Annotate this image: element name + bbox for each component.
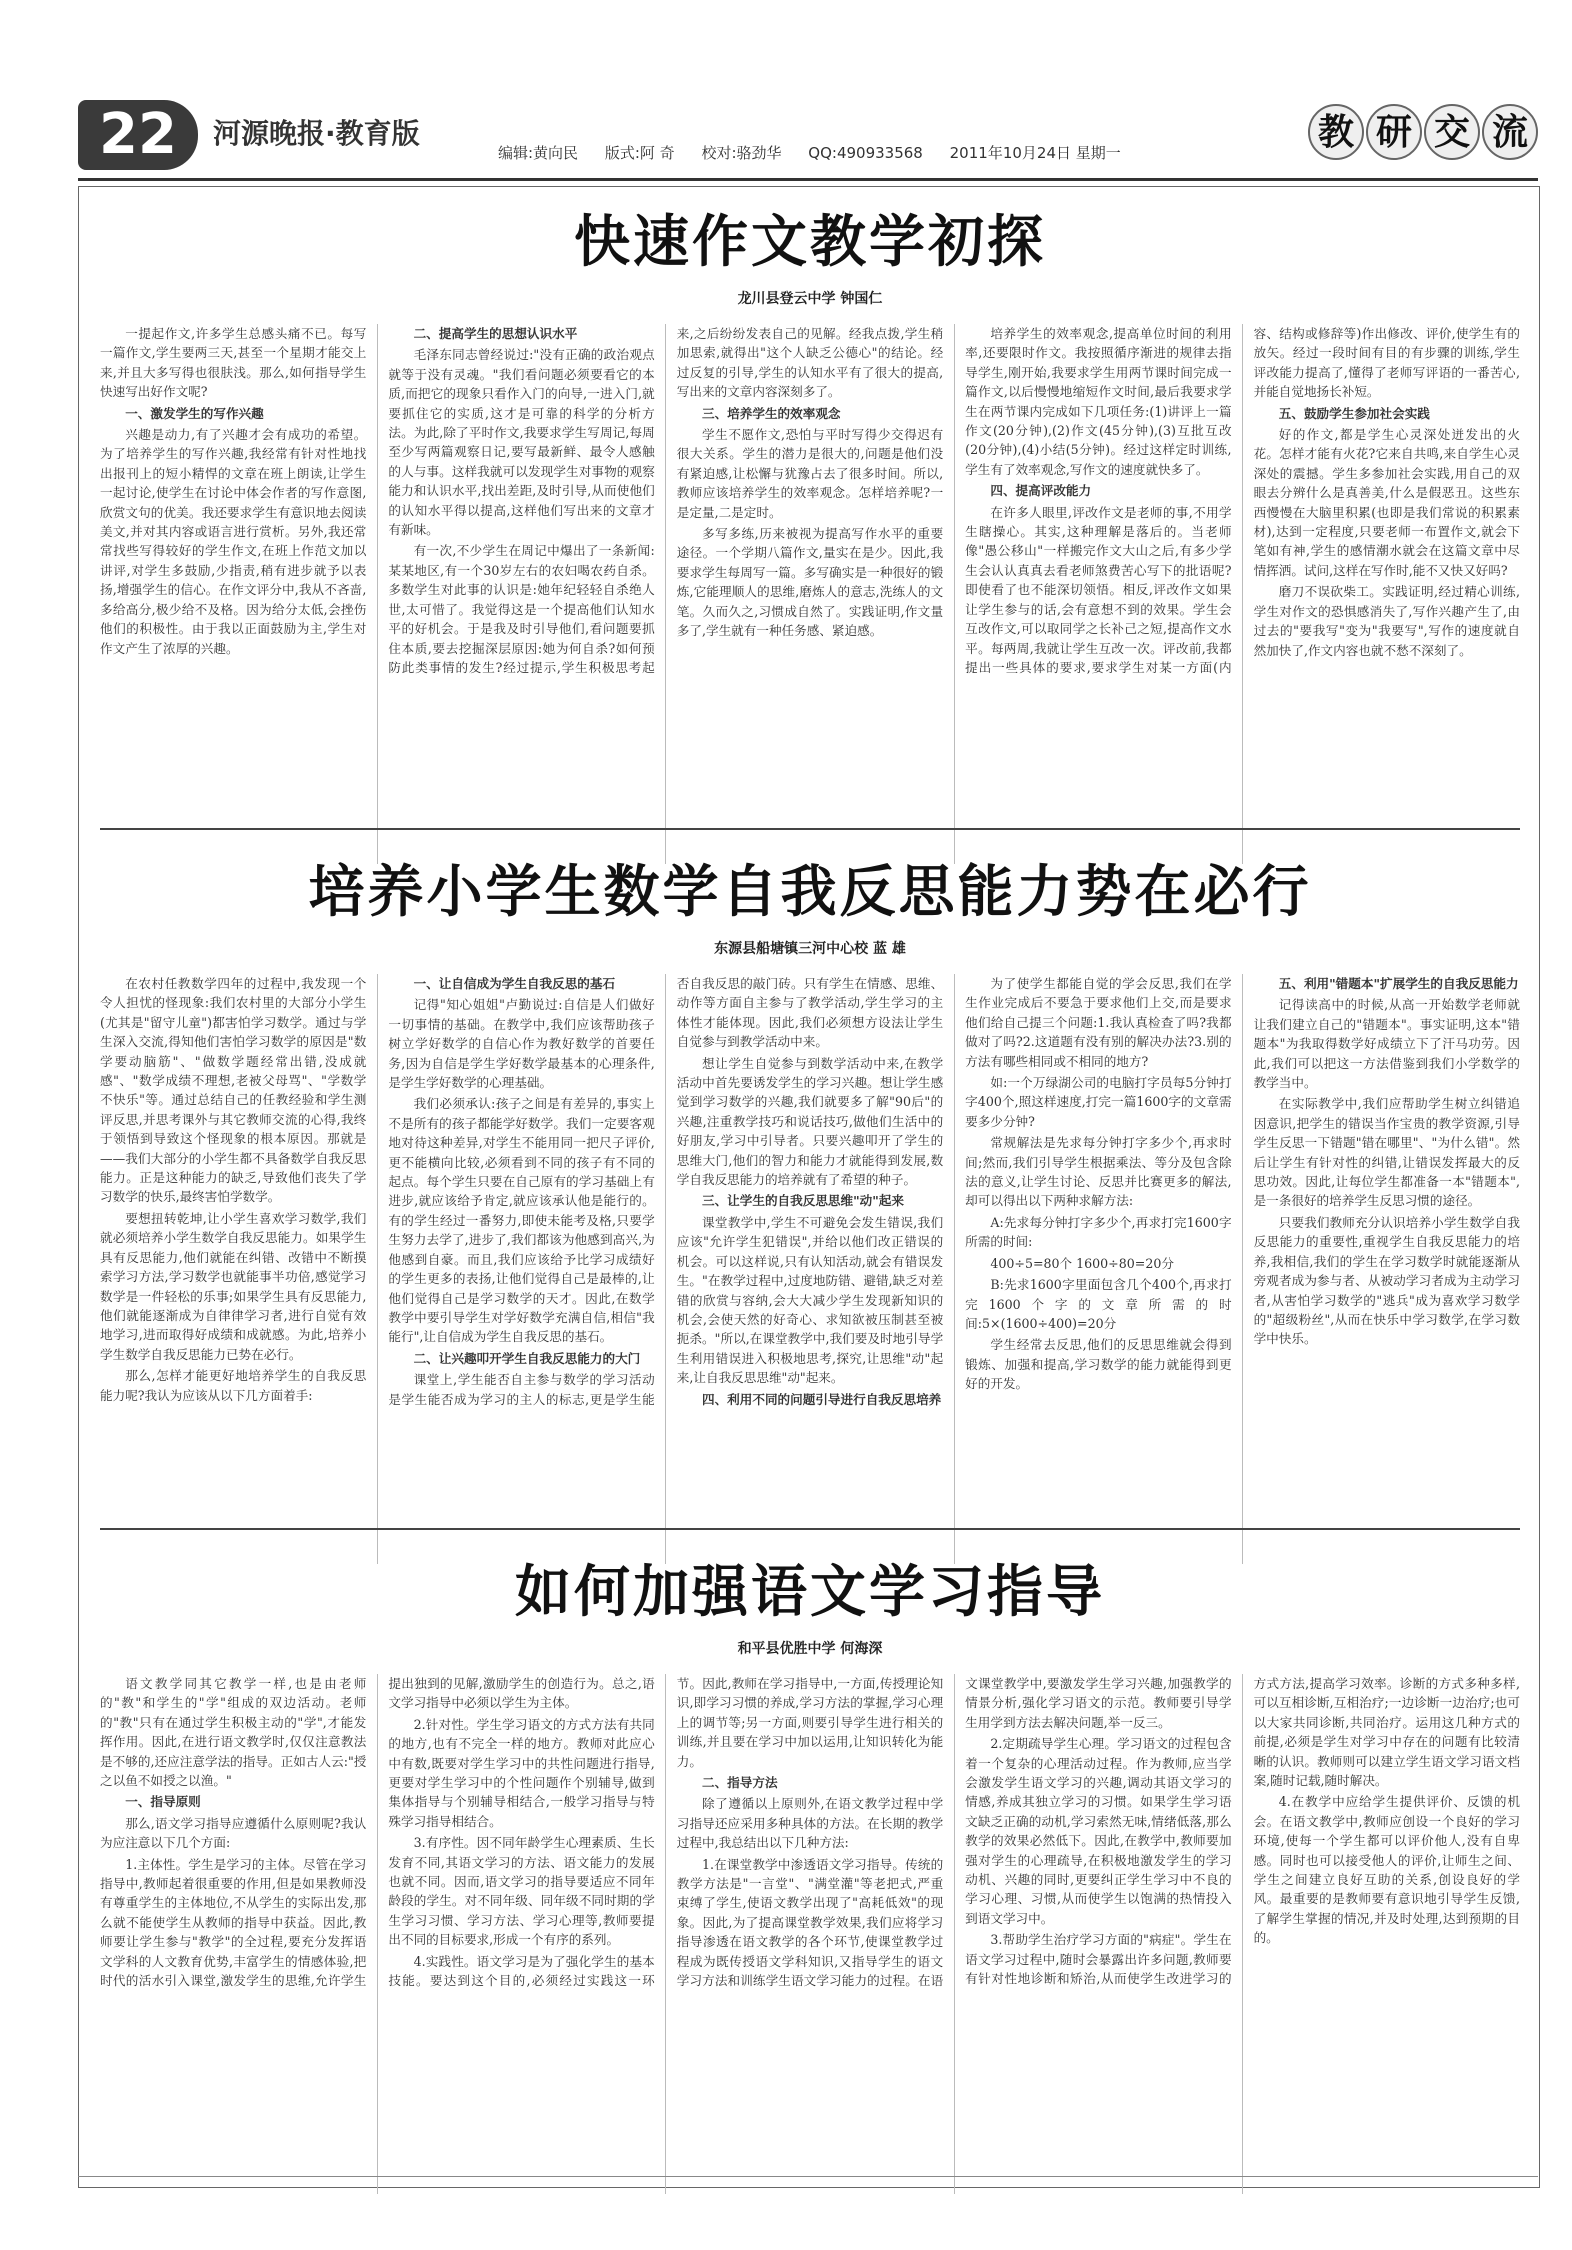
- paragraph: A:先求每分钟打字多少个,再求打完1600字所需的时间:: [965, 1214, 1232, 1250]
- paragraph: 为了使学生都能自觉的学会反思,我们在学生作业完成后不要急于要求他们上交,而是要求他们给自己提三个问题:1.我认真检查了吗?我都做对了吗?2.这道题有没有别的解决办法?3.别的方法有哪些相同或不相同的地方?: [965, 976, 1232, 1069]
- article-byline: 龙川县登云中学 钟国仁: [737, 291, 883, 307]
- footer-rule: [78, 2176, 1538, 2177]
- article-body: [100, 324, 1520, 864]
- section-heading: 一、激发学生的写作兴趣: [125, 405, 264, 421]
- proofreader-credit: 校对:骆劲华: [701, 144, 782, 162]
- section-heading: 四、提高评改能力: [990, 483, 1092, 499]
- paragraph: 只要我们教师充分认识培养小学生数学自我反思能力的重要性,重视学生自我反思能力的培养,我相信,我们的学生在学习数学时就能逐渐从旁观者成为参与者、从被动学习者成为主动学习者,从害怕学习数学的"逃兵"成为喜欢学习数学的"超级粉丝",从而在快乐中学习数学,在学习数学中快乐。: [1253, 1214, 1520, 1347]
- paper-name: 河源晚报·教育版: [213, 117, 420, 150]
- section-char: 交: [1424, 104, 1480, 160]
- paragraph: 4.实践性。语文学习是为了强化学生的基本技能。要达到这个目的,必须经过实践这一环节。因此,教师在学习指导中,一方面,传授理论知识,即学习习惯的养成,学习方法的掌握,学习心理上的调节等;另一方面,则要引导学生进行相关的训练,并且要在学习中加以运用,让知识转化为能力。: [388, 1676, 944, 1989]
- section-heading: 五、鼓励学生参加社会实践: [1278, 405, 1430, 421]
- designer-credit: 版式:阿 奇: [604, 144, 675, 162]
- paragraph: 学生经常去反思,他们的反思思维就会得到锻炼、加强和提高,学习数学的能力就能得到更好的开发。: [965, 1337, 1232, 1392]
- paragraph: 课堂教学中,学生不可避免会发生错误,我们应该"允许学生犯错误",并给以他们改正错误的机会。可以这样说,只有认知活动,就会有错误发生。"在教学过程中,过度地防错、避错,缺乏对差错的欣赏与容纳,会大大减少学生发现新知识的机会,会使天然的好奇心、求知欲被压制甚至被扼杀。"所以,在课堂教学中,我们要及时地引导学生利用错误进入积极地思考,探究,让思维"动"起来,让自我反思思维"动"起来。: [676, 1214, 944, 1386]
- article-byline: 东源县船塘镇三河中心校 蓝 雄: [714, 941, 906, 957]
- section-heading: 一、让自信成为学生自我反思的基石: [413, 976, 616, 991]
- paragraph: 2.针对性。学生学习语文的方式方法有共同的地方,也有不完全一样的地方。教师对此应心中有数,既要对学生学习中的共性问题进行指导,更要对学生学习中的个性问题作个别辅导,做到集体指导与个别辅导相结合,一般学习指导与特殊学习指导相结合。: [388, 1716, 655, 1829]
- paragraph: 学生不愿作文,恐怕与平时写得少交得迟有很大关系。学生的潜力是很大的,问题是他们没有紧迫感,让松懈与犹豫占去了很多时间。所以,教师应该培养学生的效率观念。怎样培养呢?一是定量,二是定时。: [676, 427, 944, 520]
- article-divider: [100, 1528, 1520, 1530]
- paragraph: 毛泽东同志曾经说过:"没有正确的政治观点就等于没有灵魂。"我们看问题必须要看它的本质,而把它的现象只看作入门的向导,一进入门,就要抓住它的实质,这才是可靠的科学的分析方法。为此,除了平时作文,我要求学生写周记,每周至少写两篇观察日记,要写最新鲜、最令人感触的人与事。这样我就可以发现学生对事物的观察能力和认识水平,找出差距,及时引导,从而使他们的认知水平得以提高,这样他们写出来的文章才有新味。: [388, 347, 655, 538]
- paragraph: 磨刀不误砍柴工。实践证明,经过精心训练,学生对作文的恐惧感消失了,写作兴趣产生了,由过去的"要我写"变为"我要写",写作的速度就自然加快了,作文内容也就不愁不深刻了。: [1253, 584, 1520, 658]
- section-heading: 四、利用不同的问题引导进行自我反思培养: [701, 1391, 942, 1407]
- paragraph: 常规解法是先求每分钟打字多少个,再求时间;然而,我们引导学生根据乘法、等分及包含除法的意义,让学生讨论、反思并比赛更多的解法,却可以得出以下两种求解方法:: [965, 1135, 1232, 1209]
- paragraph: 多写多练,历来被视为提高写作水平的重要途径。一个学期八篇作文,量实在是少。因此,我要求学生每周写一篇。多写确实是一种很好的锻炼,它能理顺人的思维,磨炼人的意志,洗练人的文笔。久而久之,习惯成自然了。实践证明,作文量多了,学生就有一种任务感、紧迫感。: [676, 526, 944, 639]
- paragraph: 400÷5=80个 1600÷80=20分: [990, 1255, 1174, 1271]
- page-number: 22: [78, 100, 198, 170]
- paragraph: 在农村任教数学四年的过程中,我发现一个令人担忧的怪现象:我们农村里的大部分小学生(尤其是"留守儿童")都害怕学习数学。通过与学生深入交流,得知他们害怕学习数学的原因是"数学要动脑筋"、"做数学题经常出错,没成就感"、"数学成绩不理想,老被父母骂"、"学数学不快乐"等。通过总结自己的任教经验和学生测评反思,并思考课外与其它教师交流的心得,我终于领悟到导致这个怪现象的根本原因。那就是——我们大部分的小学生都不具备数学自我反思能力。正是这种能力的缺乏,导致他们丧失了学习数学的快乐,最终害怕学数学。: [100, 976, 367, 1205]
- paragraph: B:先求1600字里面包含几个400个,再求打完1600个字的文章所需的时间:5×(1600÷400)=20分: [965, 1277, 1232, 1331]
- paragraph: 在实际教学中,我们应帮助学生树立纠错追因意识,把学生的错误当作宝贵的教学资源,引导学生反思一下错题"错在哪里"、"为什么错"。然后让学生有针对性的纠错,让错误发挥最大的反思功效。因此,让每位学生都准备一本"错题本",是一条很好的培养学生反思习惯的途径。: [1253, 1096, 1520, 1209]
- paragraph: 在许多人眼里,评改作文是老师的事,不用学生瞎操心。其实,这种理解是落后的。当老师像"愚公移山"一样搬完作文大山之后,有多少学生会认认真真去看老师煞费苦心写下的批语呢?即使看了也不能深切领悟。相反,评改作文如果让学生参与的话,会有意想不到的效果。学生会互改作文,可以取同学之长补己之短,提高作文水平。每两周,我就让学生互改一次。评改前,我都提出一些具体的要求,要求学生对某一方面(内容、结构或修辞等)作出修改、评价,使学生有的放矢。经过一段时间有目的有步骤的训练,学生评改能力提高了,懂得了老师写评语的一番苦心,并能自觉地扬长补短。: [965, 326, 1520, 675]
- paragraph: 4.在教学中应给学生提供评价、反馈的机会。在语文教学中,教师应创设一个良好的学习环境,使每一个学生都可以评价他人,没有自卑感。同时也可以接受他人的评价,让师生之间、学生之间建立良好互助的关系,创设良好的学风。最重要的是教师要有意识地引导学生反馈,了解学生掌握的情况,并及时处理,达到预期的目的。: [1253, 1794, 1520, 1946]
- paragraph: 想让学生自觉参与到数学活动中来,在教学活动中首先要诱发学生的学习兴趣。想让学生感觉到学习数学的兴趣,我们就要多了解"90后"的兴趣,注重教学技巧和说话技巧,做他们生活中的好朋友,学习中引导者。只要兴趣叩开了学生的思维大门,他们的智力和能力才就能得到发展,数学自我反思能力的培养就有了希望的种子。: [676, 1055, 944, 1188]
- article-title: 快速作文教学初探: [574, 210, 1046, 275]
- section-heading: 三、让学生的自我反思思维"动"起来: [701, 1193, 904, 1209]
- section-char: 研: [1366, 104, 1422, 160]
- section-heading: 二、指导方法: [701, 1775, 778, 1791]
- paragraph: 培养学生的效率观念,提高单位时间的利用率,还要限时作文。我按照循序渐进的规律去指导学生,刚开始,我要求学生用两节课时间完成一篇作文,以后慢慢地缩短作文时间,最后我要求学生在两节课内完成如下几项任务:(1)讲评上一篇作文(20分钟),(2)作文(45分钟),(3)互批互改(20分钟),(4)小结(5分钟)。经过这样定时训练,学生有了效率观念,写作文的速度就快多了。: [965, 326, 1232, 477]
- section-heading: 一、指导原则: [125, 1794, 201, 1810]
- article-body: [100, 974, 1520, 1564]
- paragraph: 那么,语文学习指导应遵循什么原则呢?我认为应注意以下几个方面:: [100, 1815, 367, 1851]
- article-divider: [100, 828, 1520, 830]
- paragraph: 3.帮助学生治疗学习方面的"病症"。学生在语文学习过程中,随时会暴露出许多问题,教师要有针对性地诊断和矫治,从而使学生改进学习的方式方法,提高学习效率。诊断的方式多种多样,可以互相诊断,互相治疗;一边诊断一边治疗;也可以大家共同诊断,共同治疗。运用这几种方式的前提,必须是学生对学习中存在的问题有比较清晰的认识。教师则可以建立学生语文学习语文档案,随时记载,随时解决。: [965, 1676, 1520, 1987]
- header-rule: [78, 178, 1538, 181]
- paragraph: 1.在课堂教学中渗透语文学习指导。传统的教学方法是"一言堂"、"满堂灌"等老把式,严重束缚了学生,使语文教学出现了"高耗低效"的现象。因此,为了提高课堂教学效果,我们应将学习指导渗透在语文教学的各个环节,使课堂教学过程成为既传授语文学科知识,又指导学生的语文学习方法和训练学生语文学习能力的过程。在语文课堂教学中,要激发学生学习兴趣,加强教学的情景分析,强化学习语文的示范。教师要引导学生用学到方法去解决问题,举一反三。: [676, 1676, 1232, 1989]
- paragraph: 我们必须承认:孩子之间是有差异的,事实上不是所有的孩子都能学好数学。我们一定要客观地对待这种差异,对学生不能用同一把尺子评价,更不能横向比较,必须看到不同的孩子有不同的起点。每个学生只要在自己原有的学习基础上有进步,就应该给予肯定,就应该承认他是能行的。有的学生经过一番努力,即使未能考及格,只要学生努力去学了,进步了,我们都该为他感到高兴,为他感到自豪。而且,我们应该给予比学习成绩好的学生更多的表扬,让他们觉得自己是最棒的,让他们觉得自己是学习数学的天才。因此,在数学教学中要引导学生对学好数学充满自信,相信"我能行",让自信成为学生自我反思的基石。: [388, 1096, 655, 1345]
- section-title: [1308, 104, 1538, 160]
- page-header: [78, 100, 1538, 174]
- paragraph: 那么,怎样才能更好地培养学生的自我反思能力呢?我认为应该从以下几方面着手:: [100, 1368, 367, 1403]
- article-2: [100, 848, 1520, 1564]
- paragraph: 2.定期疏导学生心理。学习语文的过程包含着一个复杂的心理活动过程。作为教师,应当学会激发学生语文学习的兴趣,调动其语文学习的情感,养成其独立学习的习惯。如果学生学习语文缺乏正确的动机,学习索然无味,情绪低落,那么教学的效果必然低下。因此,在教学中,教师要加强对学生的心理疏导,在积极地激发学生的学习动机、兴趣的同时,更要纠正学生学习中不良的学习心理、习惯,从而使学生以饱满的热情投入到语文学习中。: [965, 1736, 1232, 1926]
- article-body: [100, 1674, 1520, 2194]
- section-char: 流: [1482, 104, 1538, 160]
- paragraph: 有一次,不少学生在周记中爆出了一条新闻:某某地区,有一个30岁左右的农妇喝农药自杀。多数学生对此事的认识是:她年纪轻轻自杀绝人世,太可惜了。我觉得这是一个提高他们认知水平的好机会。于是我及时引导他们,看问题要抓住本质,要去挖掘深层原因:她为何自杀?如何预防此类事情的发生?经过提示,学生积极思考起来,之后纷纷发表自己的见解。经我点拨,学生稍加思索,就得出"这个人缺乏公德心"的结论。经过反复的引导,学生的认知水平有了很大的提高,写出来的文章内容深刻多了。: [388, 326, 944, 675]
- paragraph: 记得"知心姐姐"卢勤说过:自信是人们做好一切事情的基础。在教学中,我们应该帮助孩子树立学好数学的自信心作为教好数学的首要任务,因为自信是学生学好数学最基本的心理条件,是学生学好数学的心理基础。: [388, 997, 655, 1091]
- paragraph: 记得读高中的时候,从高一开始数学老师就让我们建立自己的"错题本"。事实证明,这本"错题本"为我取得数学好成绩立下了汗马功劳。因此,我们可以把这一方法借鉴到我们小学数学的教学当中。: [1253, 997, 1520, 1091]
- qq-number: QQ:490933568: [808, 144, 923, 162]
- article-1: [100, 198, 1520, 864]
- section-heading: 三、培养学生的效率观念: [701, 405, 841, 421]
- paragraph: 除了遵循以上原则外,在语文教学过程中学习指导还应采用多种具体的方法。在长期的教学过程中,我总结出以下几种方法:: [676, 1796, 944, 1851]
- paragraph: 要想扭转乾坤,让小学生喜欢学习数学,我们就必须培养小学生数学自我反思能力。如果学生具有反思能力,他们就能在纠错、改错中不断摸索学习方法,学习数学也就能事半功倍,感觉学习数学是一件轻松的乐事;如果学生具有反思能力,他们就能逐渐成为自律律学习者,进行自觉有效地学习,进而取得好成绩和成就感。为此,培养小学生数学自我反思能力已势在必行。: [100, 1210, 367, 1362]
- article-title: 如何加强语文学习指导: [515, 1560, 1105, 1625]
- paragraph: 语文教学同其它教学一样,也是由老师的"教"和学生的"学"组成的双边活动。老师的"教"只有在通过学生积极主动的"学",才能发挥作用。因此,在进行语文教学时,仅仅注意教法是不够的,还应注意学法的指导。正如古人云:"授之以鱼不如授之以渔。": [100, 1676, 367, 1789]
- paragraph: 好的作文,都是学生心灵深处迸发出的火花。怎样才能有火花?它来自共鸣,来自学生心灵深处的震撼。学生多参加社会实践,用自己的双眼去分辨什么是真善美,什么是假恶丑。这些东西慢慢在大脑里积累(也即是我们常说的积累素材),达到一定程度,只要老师一布置作文,就会下笔如有神,学生的感情潮水就会在这篇文章中尽情挥洒。试问,这样在写作时,能不又快又好吗?: [1253, 427, 1520, 578]
- editorial-info: [498, 142, 1143, 163]
- issue-date: 2011年10月24日 星期一: [949, 144, 1121, 162]
- section-char: 教: [1308, 104, 1364, 160]
- section-heading: 二、提高学生的思想认识水平: [413, 326, 578, 341]
- paragraph: 课堂上,学生能否自主参与数学的学习活动是学生能否成为学习的主人的标志,更是学生能否自我反思的敲门砖。只有学生在情感、思维、动作等方面自主参与了教学活动,学生学习的主体性才能体现。因此,我们必须想方设法让学生自觉参与到教学活动中来。: [388, 976, 944, 1407]
- section-heading: 二、让兴趣叩开学生自我反思能力的大门: [413, 1350, 641, 1366]
- paragraph: 一提起作文,许多学生总感头痛不已。每写一篇作文,学生要两三天,甚至一个星期才能交上来,并且大多写得也很肤浅。那么,如何指导学生快速写出好作文呢?: [100, 326, 367, 400]
- paragraph: 如:一个万绿湖公司的电脑打字员每5分钟打字400个,照这样速度,打完一篇1600字的文章需要多少分钟?: [965, 1075, 1232, 1129]
- section-heading: 五、利用"错题本"扩展学生的自我反思能力: [1278, 976, 1519, 991]
- article-byline: 和平县优胜中学 何海深: [737, 1641, 883, 1657]
- paragraph: 1.主体性。学生是学习的主体。尽管在学习指导中,教师起着很重要的作用,但是如果教师没有尊重学生的主体地位,不从学生的实际出发,那么就不能使学生从教师的指导中获益。因此,教师要让学生参与"教学"的全过程,要充分发挥语文学科的人文教育优势,丰富学生的情感体验,把时代的活水引入课堂,激发学生的思维,允许学生提出独到的见解,激励学生的创造行为。总之,语文学习指导中必须以学生为主体。: [100, 1676, 655, 1989]
- article-title: 培养小学生数学自我反思能力势在必行: [308, 860, 1312, 925]
- article-3: [100, 1548, 1520, 2194]
- paragraph: 兴趣是动力,有了兴趣才会有成功的希望。为了培养学生的写作兴趣,我经常有针对性地找出报刊上的短小精悍的文章在班上朗读,让学生一起讨论,使学生在讨论中体会作者的写作意图,欣赏文句的优美。我还要求学生有意识地去阅读美文,并对其内容或语言进行赏析。另外,我还常常找些写得较好的学生作文,在班上作范文加以讲评,对学生多鼓励,少指责,稍有进步就予以表扬,增强学生的信心。在作文评分中,我从不吝啬,多给高分,极少给不及格。因为给分太低,会挫伤他们的积极性。由于我以正面鼓励为主,学生对作文产生了浓厚的兴趣。: [100, 427, 367, 656]
- editor-credit: 编辑:黄向民: [498, 144, 579, 162]
- paragraph: 3.有序性。因不同年龄学生心理素质、生长发育不同,其语文学习的方法、语文能力的发展也就不同。因而,语文学习的指导要适应不同年龄段的学生。对不同年级、同年级不同时期的学生学习习惯、学习方法、学习心理等,教师要提出不同的目标要求,形成一个有序的系列。: [388, 1835, 655, 1948]
